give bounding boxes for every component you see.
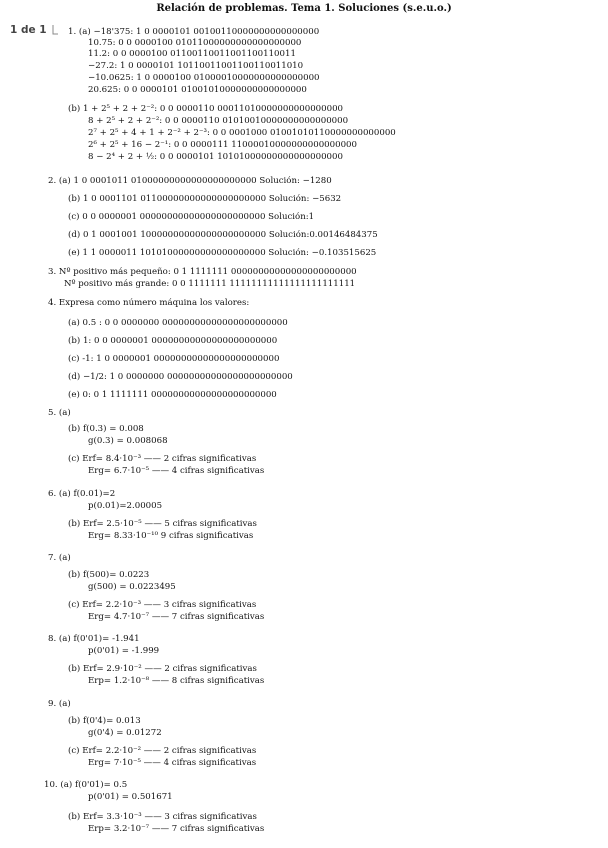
line-1-a-6: 20.625: 0 0 0000101 01001010000000000000000 bbox=[88, 85, 307, 95]
line-1-a-4: −27.2: 1 0 0000101 10110011001100110011010 bbox=[88, 61, 304, 71]
line-7-c-2: Erg= 4.7·10⁻⁷ —— 7 cifras significativas bbox=[88, 612, 265, 622]
line-7-b-1: (b) f(500)= 0.0223 bbox=[68, 570, 150, 580]
line-8-a-2: p(0'01) = -1.999 bbox=[88, 646, 160, 656]
line-10-a-2: p(0'01) = 0.501671 bbox=[88, 792, 173, 802]
page-title: Relación de problemas. Tema 1. Soluciones (s.e.u.o.) bbox=[156, 3, 452, 14]
line-2-b: (b) 1 0 0001101 01100000000000000000000 Solución: −5632 bbox=[68, 194, 342, 204]
line-10-a-1: 10. (a) f(0'01)= 0.5 bbox=[44, 780, 128, 790]
line-5-b-1: (b) f(0.3) = 0.008 bbox=[68, 424, 144, 434]
line-4-d: (d) −1/2: 1 0 0000000 00000000000000000000000 bbox=[68, 372, 293, 382]
line-10-b-2: Erp= 3.2·10⁻⁷ —— 7 cifras significativas bbox=[88, 824, 265, 834]
line-9-b-2: g(0'4) = 0.01272 bbox=[88, 728, 162, 738]
line-10-b-1: (b) Erf= 3.3·10⁻³ —— 3 cifras significativas bbox=[68, 812, 257, 822]
line-7-c-1: (c) Erf= 2.2·10⁻³ —— 3 cifras significativas bbox=[68, 600, 257, 610]
line-1-a-5: −10.0625: 1 0 0000100 01000010000000000000000 bbox=[88, 73, 320, 83]
line-1-b-4: 2⁶ + 2⁵ + 16 − 2⁻¹: 0 0 0000111 11000010000000000000000 bbox=[88, 140, 357, 150]
line-3-2: Nº positivo más grande: 0 0 1111111 11111111111111111111111 bbox=[64, 279, 356, 289]
line-1-a-3: 11.2: 0 0 0000100 01100110011001100110011 bbox=[88, 49, 296, 59]
line-1-a-1: 1. (a) −18'375: 1 0 0000101 00100110000000000000000 bbox=[68, 27, 320, 37]
line-2-d: (d) 0 1 0001001 10000000000000000000000 Solución:0.00146484375 bbox=[68, 230, 378, 240]
line-5-c-2: Erg= 6.7·10⁻⁵ —— 4 cifras significativas bbox=[88, 466, 265, 476]
line-6-a-2: p(0.01)=2.00005 bbox=[88, 501, 163, 511]
line-6-b-2: Erg= 8.33·10⁻¹⁰ 9 cifras significativas bbox=[88, 531, 254, 541]
line-1-a-2: 10.75: 0 0 0000100 01011000000000000000000 bbox=[88, 38, 302, 48]
line-2-e: (e) 1 1 0000011 10101000000000000000000 Solución: −0.103515625 bbox=[68, 248, 377, 258]
line-1-b-1: (b) 1 + 2⁵ + 2 + 2⁻²: 0 0 0000110 00011010000000000000000 bbox=[68, 104, 344, 114]
line-7-b-2: g(500) = 0.0223495 bbox=[88, 582, 176, 592]
line-3-1: 3. Nº positivo más pequeño: 0 1 1111111 00000000000000000000000 bbox=[48, 267, 357, 277]
line-6-b-1: (b) Erf= 2.5·10⁻⁵ —— 5 cifras significativas bbox=[68, 519, 257, 529]
line-7-a: 7. (a) bbox=[48, 553, 71, 563]
line-4-a: (a) 0.5 : 0 0 0000000 00000000000000000000000 bbox=[68, 318, 288, 328]
line-6-a-1: 6. (a) f(0.01)=2 bbox=[48, 489, 116, 499]
line-9-a: 9. (a) bbox=[48, 699, 71, 709]
line-1-b-2: 8 + 2⁵ + 2 + 2⁻²: 0 0 0000110 01010010000000000000000 bbox=[88, 116, 349, 126]
page-counter: 1 de 1 bbox=[10, 24, 47, 36]
line-1-b-5: 8 − 2⁴ + 2 + ½: 0 0 0000101 10101000000000000000000 bbox=[88, 152, 343, 162]
line-2-a: 2. (a) 1 0 0001011 01000000000000000000000 Solución: −1280 bbox=[48, 176, 332, 186]
line-9-c-2: Erg= 7·10⁻⁵ —— 4 cifras significativas bbox=[88, 758, 257, 768]
text-cursor-icon bbox=[52, 25, 59, 35]
line-1-b-3: 2⁷ + 2⁵ + 4 + 1 + 2⁻² + 2⁻³: 0 0 0001000 01001010110000000000000 bbox=[88, 128, 396, 138]
line-8-a-1: 8. (a) f(0'01)= -1.941 bbox=[48, 634, 140, 644]
line-4-b: (b) 1: 0 0 0000001 00000000000000000000000 bbox=[68, 336, 278, 346]
line-2-c: (c) 0 0 0000001 00000000000000000000000 Solución:1 bbox=[68, 212, 315, 222]
line-5-a: 5. (a) bbox=[48, 408, 71, 418]
line-4-header: 4. Expresa como número máquina los valores: bbox=[48, 298, 250, 308]
line-5-c-1: (c) Erf= 8.4·10⁻³ —— 2 cifras significativas bbox=[68, 454, 257, 464]
line-4-e: (e) 0: 0 1 1111111 00000000000000000000000 bbox=[68, 390, 277, 400]
line-8-b-2: Erp= 1.2·10⁻⁸ —— 8 cifras significativas bbox=[88, 676, 265, 686]
line-8-b-1: (b) Erf= 2.9·10⁻² —— 2 cifras significativas bbox=[68, 664, 257, 674]
line-4-c: (c) -1: 1 0 0000001 00000000000000000000000 bbox=[68, 354, 280, 364]
line-5-b-2: g(0.3) = 0.008068 bbox=[88, 436, 168, 446]
line-9-b-1: (b) f(0'4)= 0.013 bbox=[68, 716, 141, 726]
line-9-c-1: (c) Erf= 2.2·10⁻² —— 2 cifras significativas bbox=[68, 746, 257, 756]
